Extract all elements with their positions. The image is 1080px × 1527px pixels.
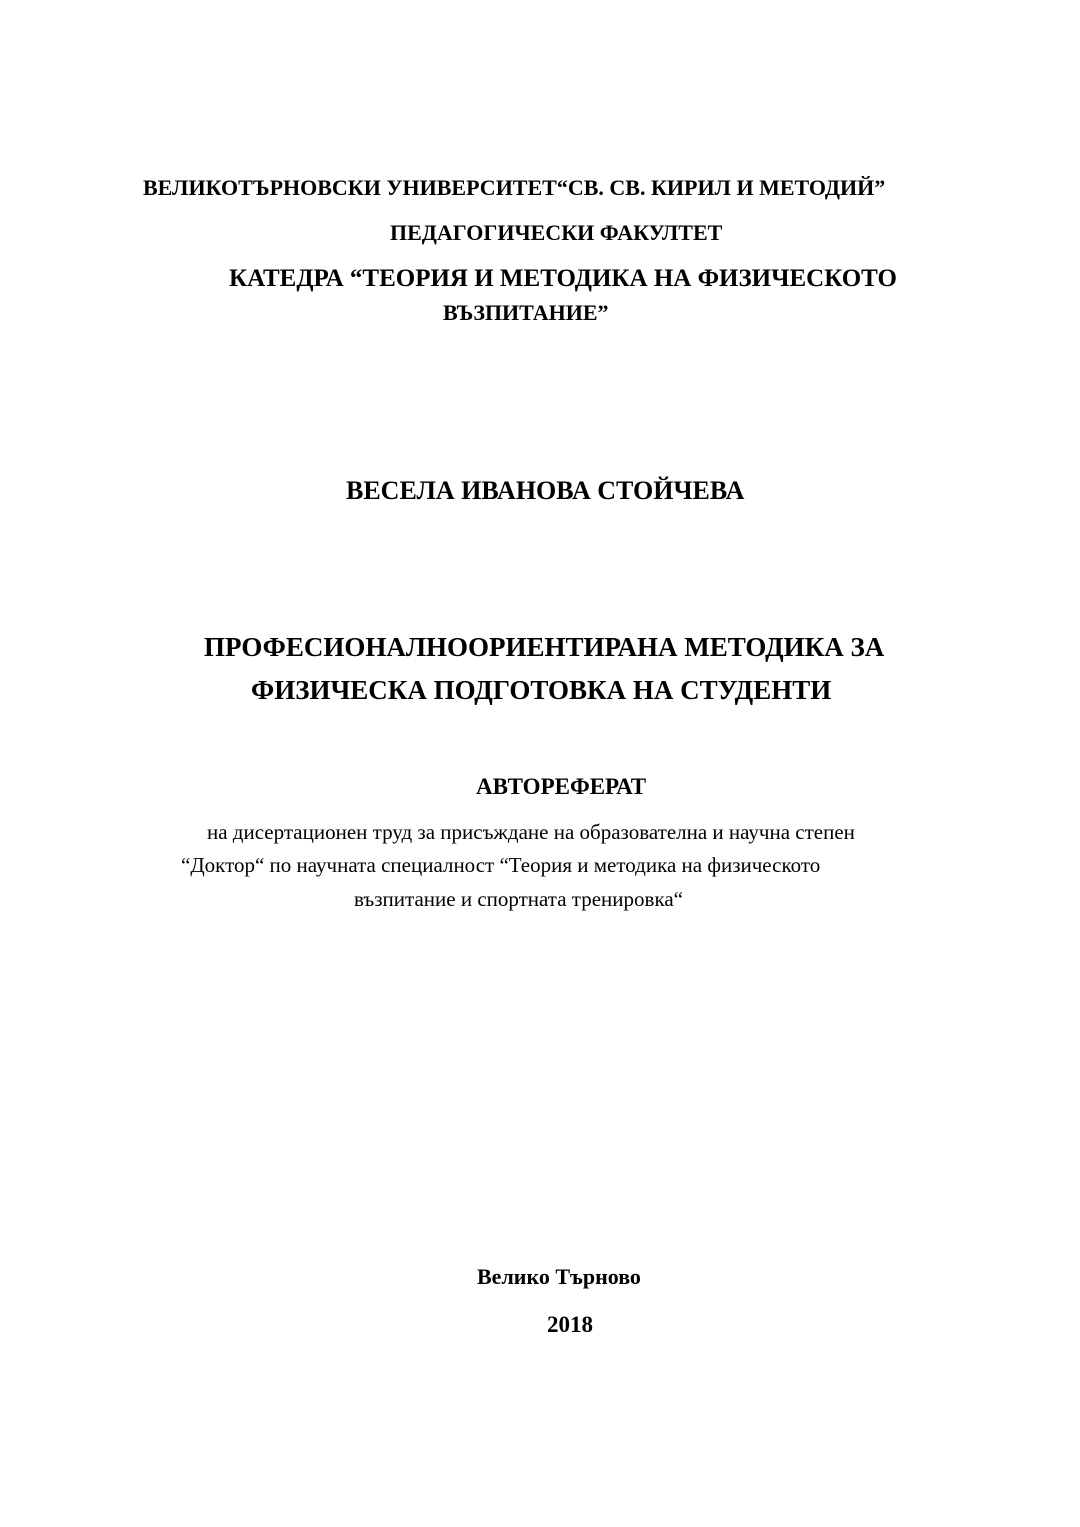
university-name: ВЕЛИКОТЪРНОВСКИ УНИВЕРСИТЕТ“СВ. СВ. КИРИЛ И МЕТОДИЙ”	[143, 175, 886, 200]
abstract-label: АВТОРЕФЕРАТ	[476, 774, 647, 799]
description-line3: възпитание и спортната тренировка“	[354, 887, 683, 911]
description-line1: на дисертационен труд за присъждане на образователна и научна степен	[207, 820, 855, 844]
faculty-name: ПЕДАГОГИЧЕСКИ ФАКУЛТЕТ	[390, 220, 723, 245]
city: Велико Търново	[477, 1264, 641, 1289]
department-name-line1: КАТЕДРА “ТЕОРИЯ И МЕТОДИКА НА ФИЗИЧЕСКОТО	[229, 265, 897, 292]
thesis-title-line2: ФИЗИЧЕСКА ПОДГОТОВКА НА СТУДЕНТИ	[251, 675, 832, 705]
department-name-line2: ВЪЗПИТАНИЕ”	[443, 300, 609, 325]
description-line2: “Доктор“ по научната специалност “Теория и методика на физическото	[181, 853, 821, 877]
thesis-title-line1: ПРОФЕСИОНАЛНООРИЕНТИРАНА МЕТОДИКА ЗА	[204, 632, 885, 662]
author-name: ВЕСЕЛА ИВАНОВА СТОЙЧЕВА	[346, 476, 745, 505]
year: 2018	[547, 1312, 593, 1337]
